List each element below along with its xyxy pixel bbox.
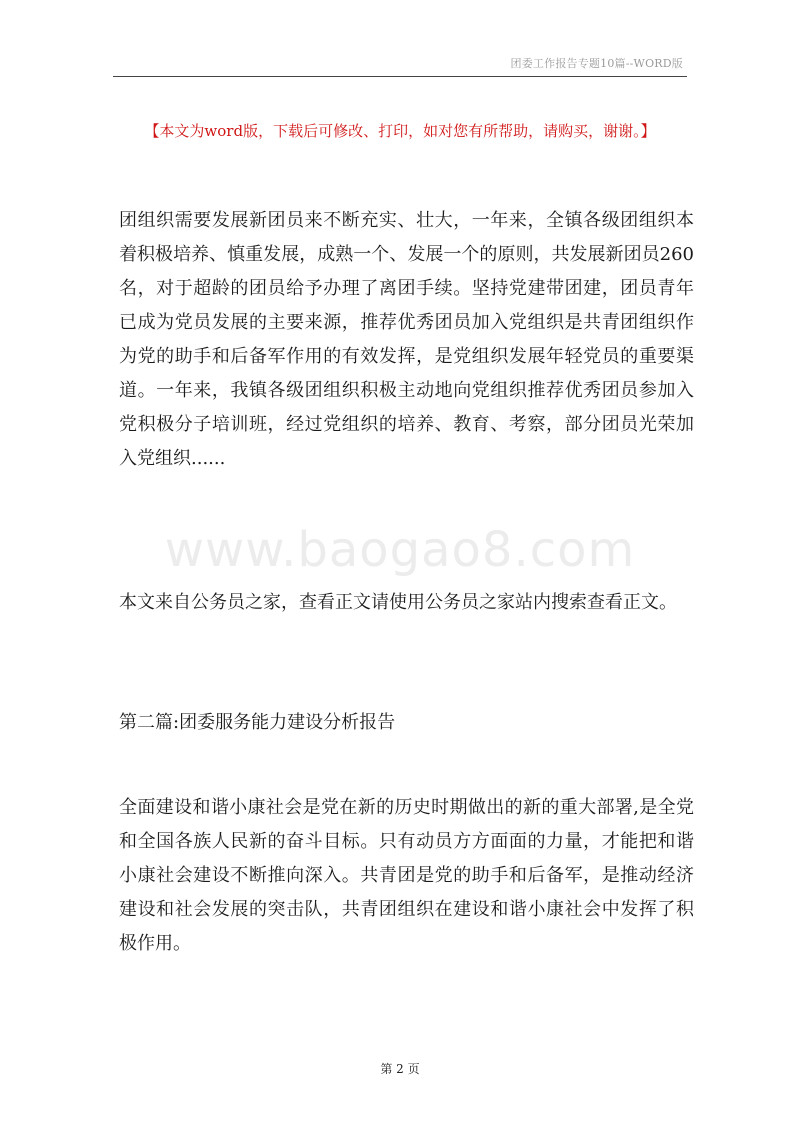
section-title: 第二篇:团委服务能力建设分析报告 — [119, 712, 396, 733]
purchase-notice: 【本文为word版，下载后可修改、打印，如对您有所帮助，请购买，谢谢。】 — [144, 122, 656, 140]
body-paragraph-1: 团组织需要发展新团员来不断充实、壮大，一年来，全镇各级团组织本着积极培养、慎重发展，成熟一个、发展一个的原则，共发展新团员260名，对于超龄的团员给予办理了离团手续。坚持党建带团建，团员青年已成为党员发展的主要来源，推荐优秀团员加入党组织是共青团组织作为党的助手和后备军作用的有效发挥，是党组织发展年轻党员的重要渠道。一年来，我镇各级团组织积极主动地向党组织推荐优秀团员参加入党积极分子培训班，经过党组织的培养、教育、考察，部分团员光荣加入党组织...... — [119, 210, 694, 469]
header-divider — [113, 76, 687, 77]
watermark: www.baogao8.com — [164, 522, 636, 578]
page-number: 第 2 页 — [380, 1062, 420, 1076]
running-header: 团委工作报告专题10篇--WORD版 — [510, 57, 683, 70]
body-paragraph-2: 全面建设和谐小康社会是党在新的历史时期做出的新的重大部署,是全党和全国各族人民新的奋斗目标。只有动员方方面面的力量，才能把和谐小康社会建设不断推向深入。共青团是党的助手和后备军，是推动经济建设和社会发展的突击队，共青团组织在建设和谐小康社会中发挥了积极作用。 — [119, 797, 694, 954]
source-note: 本文来自公务员之家，查看正文请使用公务员之家站内搜索查看正文。 — [119, 592, 677, 613]
